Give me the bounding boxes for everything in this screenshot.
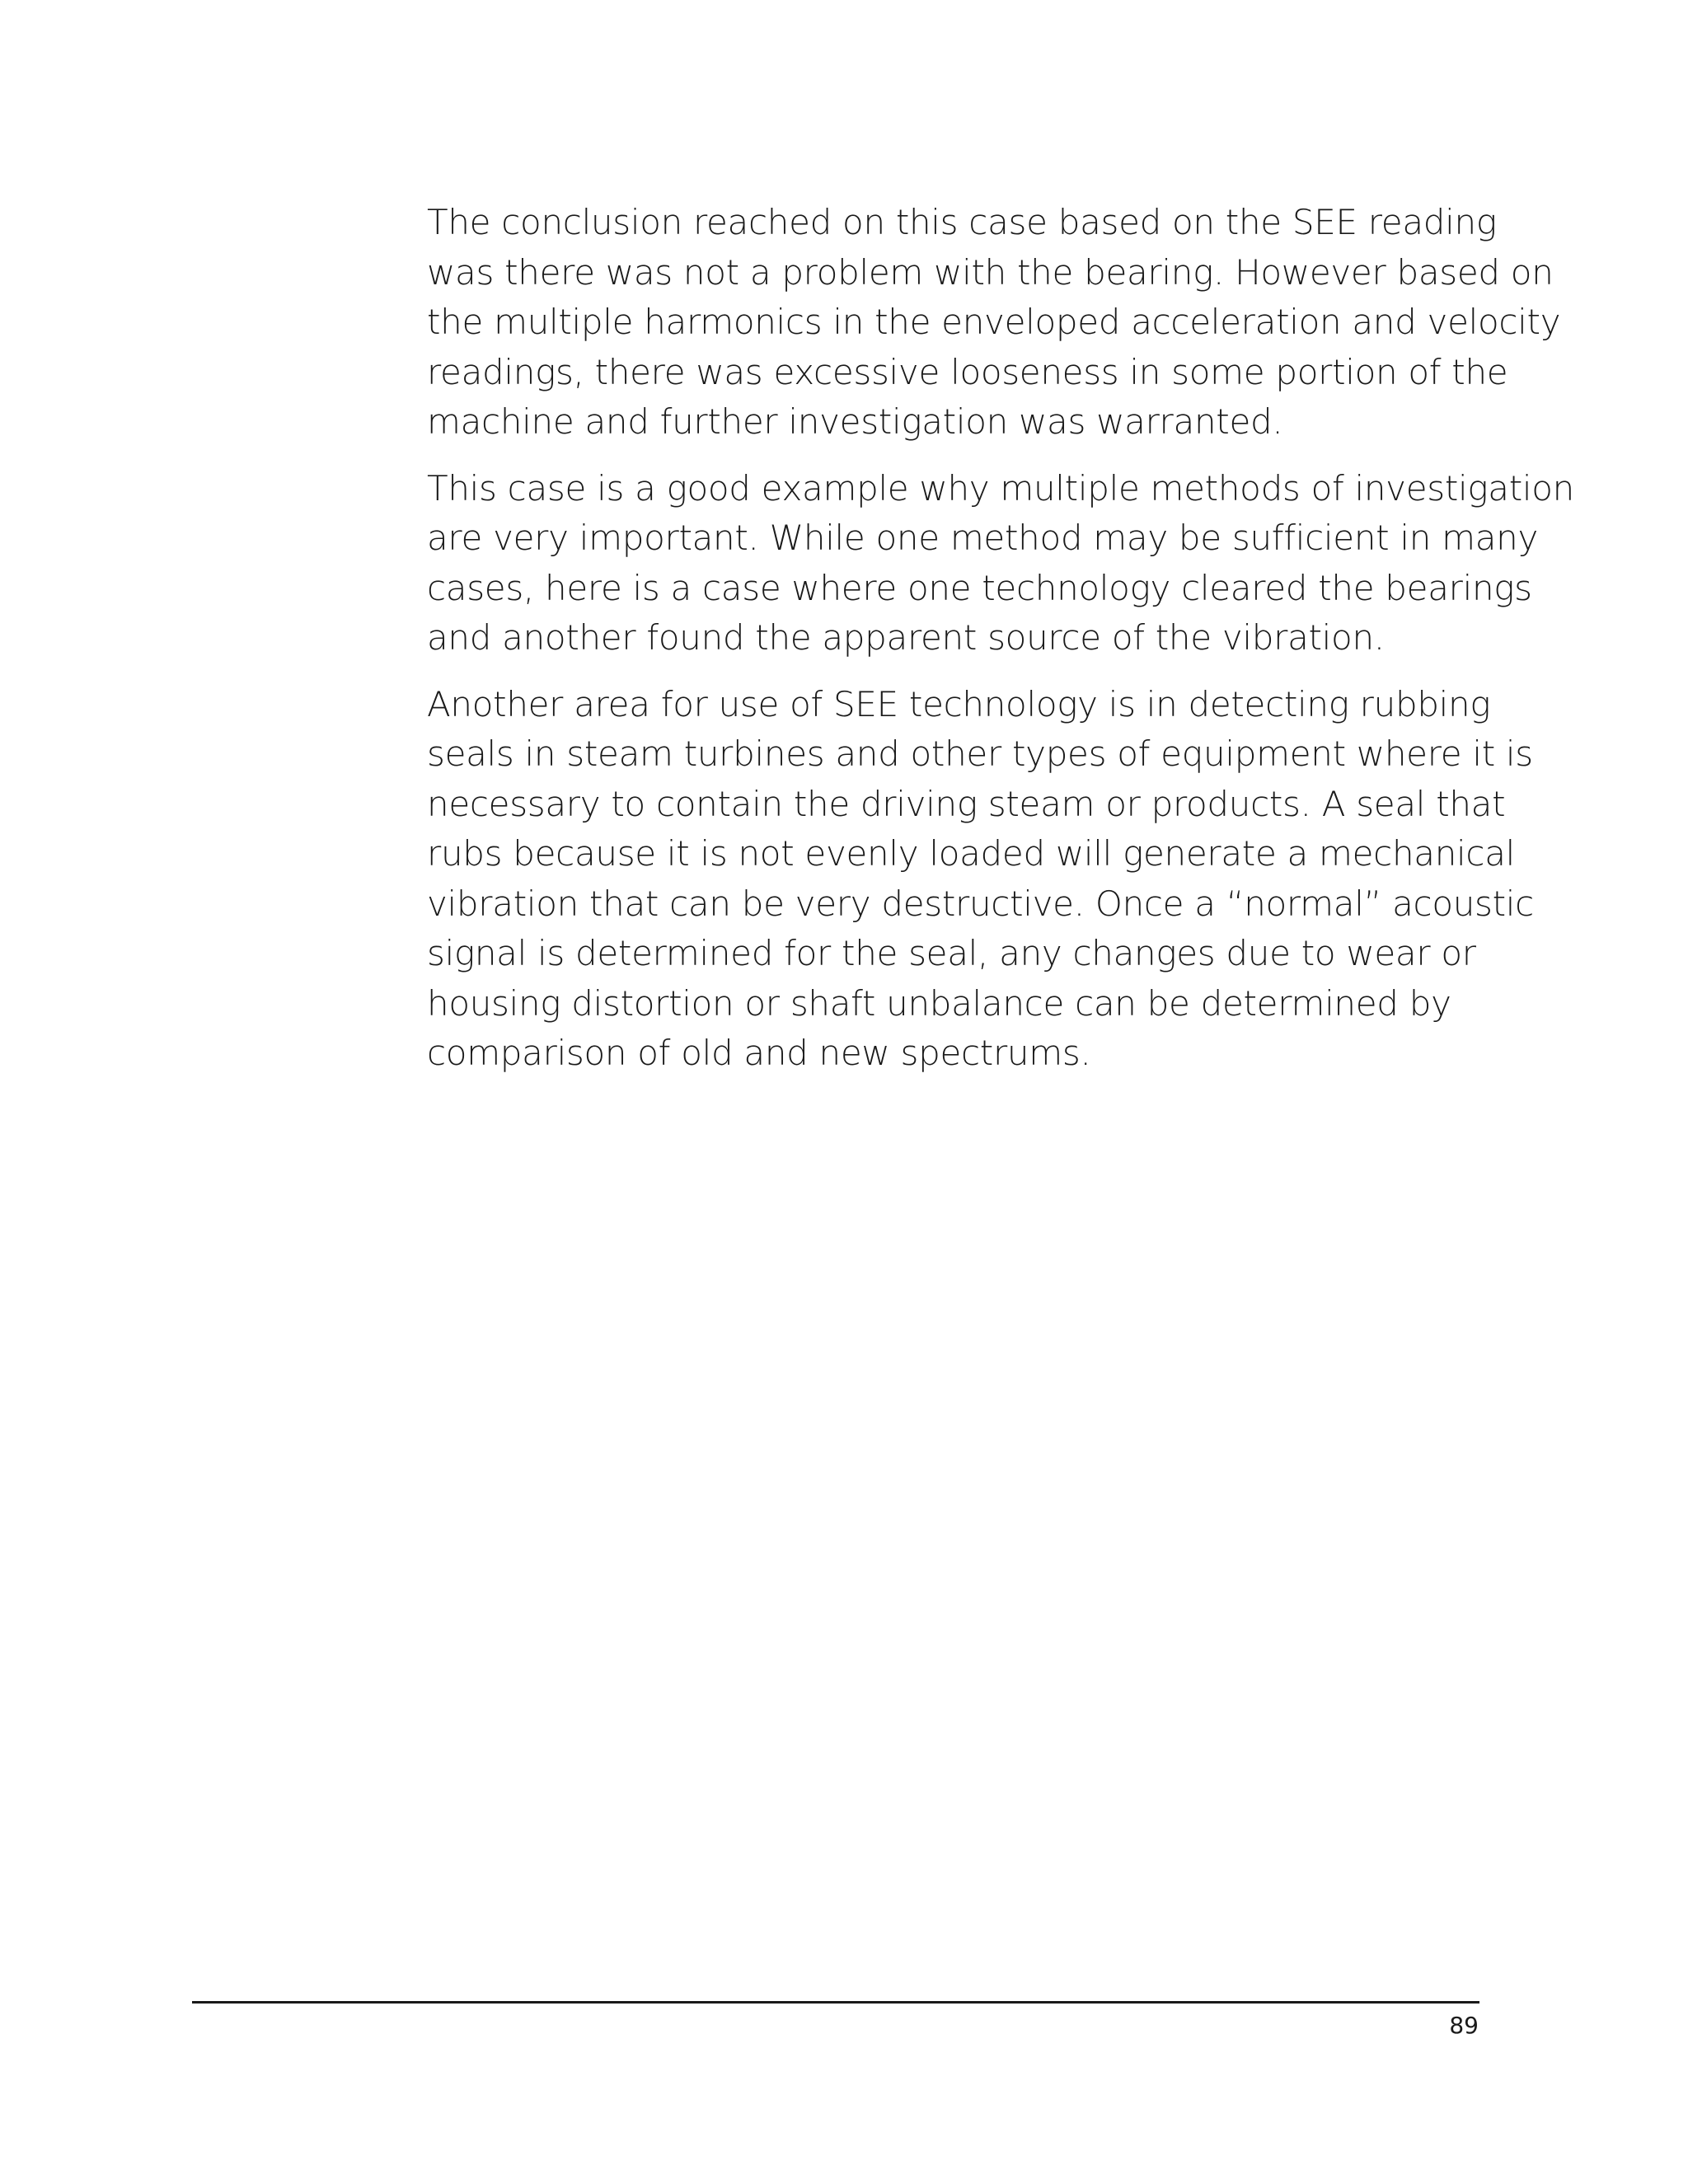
text-line: are very important. While one method may be sufficient in many bbox=[427, 518, 1539, 558]
text-line: signal is determined for the seal, any changes due to wear or bbox=[427, 933, 1476, 973]
text-line: was there was not a problem with the bearing. However based on bbox=[427, 251, 1554, 293]
text-line: the multiple harmonics in the enveloped acceleration and velocity bbox=[427, 302, 1561, 342]
text-line: and another found the apparent source of the vibration. bbox=[427, 617, 1385, 658]
text-line: Another area for use of SEE technology is in detecting rubbing bbox=[427, 683, 1491, 724]
text-line: seals in steam turbines and other types of equipment where it is bbox=[427, 733, 1533, 774]
text-line: readings, there was excessive looseness in some portion of the bbox=[427, 351, 1508, 392]
paragraph-3 bbox=[427, 680, 1534, 1079]
paragraph-2 bbox=[427, 464, 1574, 663]
text-line: rubs because it is not evenly loaded will generate a mechanical bbox=[427, 833, 1516, 874]
body-text bbox=[427, 198, 1574, 1095]
page-number: 89 bbox=[1449, 2012, 1479, 2039]
text-line: comparison of old and new spectrums. bbox=[427, 1033, 1091, 1073]
text-line: This case is a good example why multiple methods of investigation bbox=[427, 467, 1574, 509]
paragraph-1 bbox=[427, 198, 1561, 448]
text-line: housing distortion or shaft unbalance can be determined by bbox=[427, 982, 1451, 1024]
text-line: machine and further investigation was warranted. bbox=[427, 401, 1283, 442]
text-line: necessary to contain the driving steam or products. A seal that bbox=[427, 783, 1506, 824]
text-line: vibration that can be very destructive. Once a “normal” acoustic bbox=[427, 883, 1534, 924]
text-line: cases, here is a case where one technology cleared the bearings bbox=[427, 567, 1532, 608]
text-line: The conclusion reached on this case based on the SEE reading bbox=[427, 202, 1497, 242]
footer-divider bbox=[192, 2001, 1479, 2004]
